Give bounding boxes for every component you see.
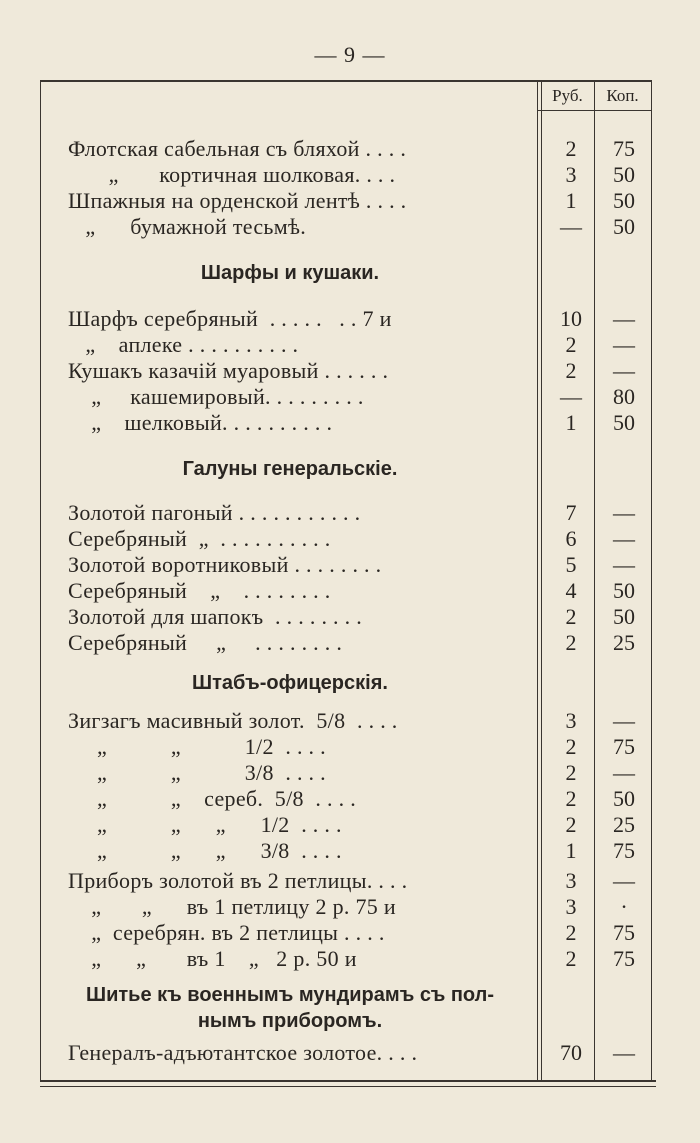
header-rule [537, 110, 651, 111]
price-row: Серебряный „ . . . . . . . . 4 50 [68, 578, 635, 603]
price-row: „ „ „ 3/8 . . . . 1 75 [68, 838, 635, 863]
price-row: „ кашемировый. . . . . . . . . — 80 [68, 384, 635, 409]
price-row: Серебряный „ . . . . . . . . . . 6 — [68, 526, 635, 551]
price-row: Золотой для шапокъ . . . . . . . . 2 50 [68, 604, 635, 629]
page-number: — 9 — [314, 42, 386, 67]
price-row: „ кортичная шолковая. . . . 3 50 [68, 162, 635, 187]
price-row: „ „ сереб. 5/8 . . . . 2 50 [68, 786, 635, 811]
price-row: Шпажныя на орденской лентѣ . . . . 1 50 [68, 188, 635, 213]
kop-header: Коп. [606, 86, 639, 105]
price-row: Кушакъ казачій муаровый . . . . . . 2 — [68, 358, 635, 383]
price-row: „ аплеке . . . . . . . . . . 2 — [68, 332, 635, 357]
bottom-rule-thin [40, 1086, 656, 1087]
price-row: Приборъ золотой въ 2 петлицы. . . . 3 — [68, 868, 635, 893]
price-row: „ „ „ 1/2 . . . . 2 25 [68, 812, 635, 837]
price-row: Генералъ-адъютантское золотое. . . . 70 — [68, 1040, 635, 1065]
section-title: Галуны генеральскіе. [182, 458, 398, 480]
price-row: „ „ въ 1 петлицу 2 р. 75 и 3 · [68, 894, 628, 919]
price-row: „ бумажной тесьмѣ. — 50 [68, 214, 635, 239]
price-row: „ серебрян. въ 2 петлицы . . . . 2 75 [68, 920, 635, 945]
section-title: Шитье къ военнымъ мундирамъ съ пол- [85, 984, 494, 1006]
price-row: „ „ въ 1 „ 2 р. 50 и 2 75 [68, 946, 635, 971]
price-row: „ „ 1/2 . . . . 2 75 [68, 734, 635, 759]
section-title: нымъ приборомъ. [197, 1010, 383, 1032]
rub-header: Руб. [552, 86, 583, 105]
section-title: Штабъ-офицерскія. [192, 672, 388, 694]
price-row: Зигзагъ масивный золот. 5/8 . . . . 3 — [68, 708, 635, 733]
price-row: Серебряный „ . . . . . . . . 2 25 [68, 630, 635, 655]
price-row: „ шелковый. . . . . . . . . . 1 50 [68, 410, 635, 435]
price-row: „ „ 3/8 . . . . 2 — [68, 760, 635, 785]
price-row: Золотой воротниковый . . . . . . . . 5 — [68, 552, 635, 577]
price-row: Шарфъ серебряный . . . . . . . 7 и 10 — [68, 306, 635, 331]
price-row: Золотой пагоный . . . . . . . . . . . 7 — [68, 500, 635, 525]
top-rule [40, 80, 652, 82]
section-title: Шарфы и кушаки. [200, 262, 380, 284]
bottom-rule [40, 1080, 656, 1082]
price-row: Флотская сабельная съ бляхой . . . . 2 75 [68, 136, 635, 161]
